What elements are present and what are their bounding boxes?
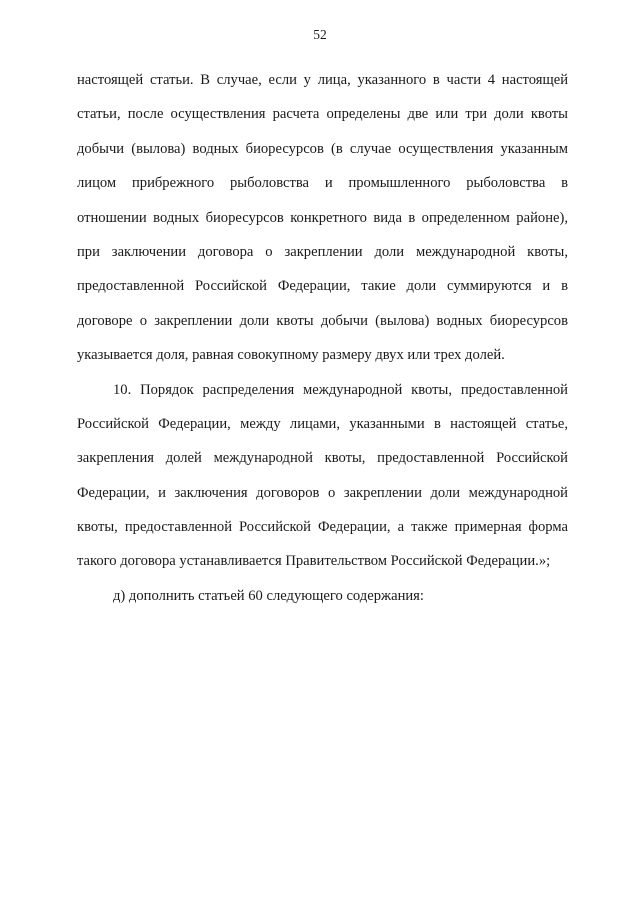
text-line: статьи, после осуществления расчета определены две или три доли квоты [77,106,568,123]
text-line: 10. Порядок распределения международной квоты, предоставленной [113,381,568,398]
text-line: отношении водных биоресурсов конкретного вида в определенном районе), [77,209,568,226]
text-line: при заключении договора о закреплении доли международной квоты, [77,243,568,260]
text-line: настоящей статьи. В случае, если у лица, указанного в части 4 настоящей [77,72,568,88]
paragraph-3 [77,579,568,613]
text-line: квоты, предоставленной Российской Федерации, а также примерная форма [77,519,568,536]
paragraph-2 [77,373,568,579]
document-body [77,63,568,613]
text-line: предоставленной Российской Федерации, такие доли суммируются и в [77,278,568,295]
text-line: указывается доля, равная совокупному размеру двух или трех долей. [77,347,505,364]
text-line: такого договора устанавливается Правительством Российской Федерации.»; [77,553,551,570]
text-line: закрепления долей международной квоты, предоставленной Российской [77,450,568,467]
text-line: д) дополнить статьей 60 следующего содержания: [113,587,424,604]
paragraph-1 [77,63,568,373]
text-line: лицом прибрежного рыболовства и промышленного рыболовства в [77,175,568,192]
text-line: Российской Федерации, между лицами, указанными в настоящей статье, [77,415,568,432]
text-line: Федерации, и заключения договоров о закреплении доли международной [77,484,568,501]
text-line: добычи (вылова) водных биоресурсов (в случае осуществления указанным [77,140,568,157]
text-line: договоре о закреплении доли квоты добычи (вылова) водных биоресурсов [77,312,568,329]
page-number: 52 [313,27,327,42]
